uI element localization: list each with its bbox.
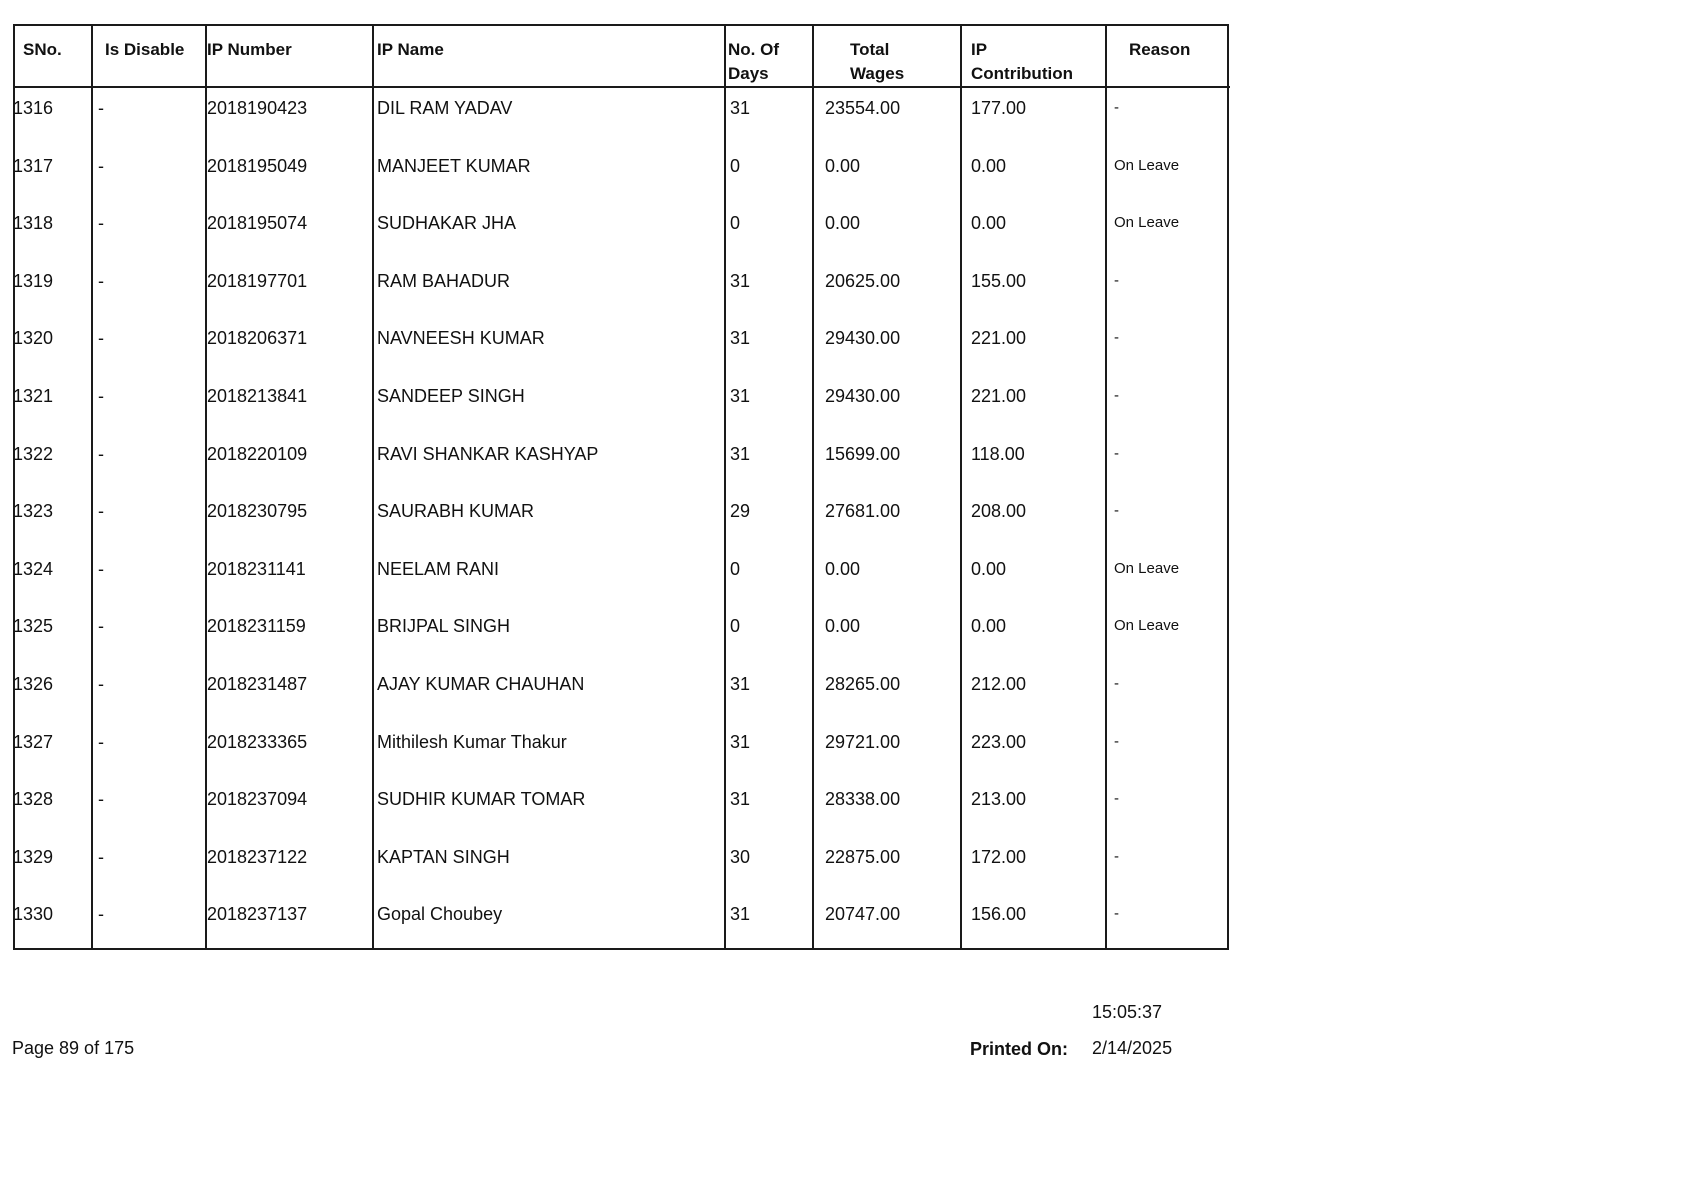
cell-ip-name: RAM BAHADUR — [377, 270, 511, 291]
cell-days: 29 — [730, 501, 751, 522]
cell-ip-number: 2018197701 — [207, 270, 308, 291]
column-divider — [91, 26, 93, 948]
cell-days: 31 — [730, 674, 751, 694]
cell-reason: - — [1114, 847, 1119, 865]
cell-days: 0 — [730, 558, 741, 579]
cell-days: 31 — [730, 904, 751, 925]
cell-days: 0 — [730, 213, 741, 234]
cell-sno: 1316 — [13, 98, 54, 118]
cell-reason: - — [1114, 387, 1119, 404]
cell-ip-number: 2018237094 — [207, 789, 308, 810]
cell-ip-contribution: 177.00 — [971, 98, 1027, 118]
cell-ip-name: RAVI SHANKAR KASHYAP — [377, 443, 599, 464]
cell-is-disable: - — [98, 558, 104, 579]
cell-ip-contribution: 212.00 — [971, 674, 1027, 694]
contribution-table — [13, 24, 1229, 950]
cell-ip-number: 2018237137 — [207, 904, 308, 925]
cell-sno: 1330 — [13, 904, 54, 925]
column-divider — [960, 26, 962, 948]
cell-reason: - — [1114, 99, 1119, 116]
cell-total-wages: 29430.00 — [825, 328, 901, 349]
cell-ip-number: 2018220109 — [207, 443, 308, 464]
cell-is-disable: - — [98, 328, 104, 349]
cell-is-disable: - — [98, 674, 104, 694]
cell-ip-name: Gopal Choubey — [377, 904, 503, 925]
cell-ip-name: BRIJPAL SINGH — [377, 616, 511, 637]
cell-ip-number: 2018231487 — [207, 674, 308, 694]
cell-days: 31 — [730, 270, 751, 291]
cell-sno: 1320 — [13, 328, 54, 349]
cell-days: 0 — [730, 155, 741, 176]
cell-ip-number: 2018237122 — [207, 846, 308, 867]
cell-ip-name: AJAY KUMAR CHAUHAN — [377, 674, 585, 694]
cell-ip-contribution: 0.00 — [971, 155, 1007, 176]
cell-sno: 1327 — [13, 731, 54, 752]
cell-is-disable: - — [98, 904, 104, 925]
cell-ip-number: 2018190423 — [207, 98, 308, 118]
cell-is-disable: - — [98, 443, 104, 464]
cell-ip-name: NAVNEESH KUMAR — [377, 328, 545, 349]
cell-sno: 1329 — [13, 846, 54, 867]
cell-ip-number: 2018233365 — [207, 731, 308, 752]
cell-ip-number: 2018206371 — [207, 328, 308, 349]
cell-total-wages: 29430.00 — [825, 386, 901, 406]
cell-ip-contribution: 208.00 — [971, 501, 1027, 522]
cell-is-disable: - — [98, 616, 104, 637]
cell-ip-name: SANDEEP SINGH — [377, 386, 525, 406]
header-contrib-line2: Contribution — [971, 64, 1073, 83]
cell-total-wages: 22875.00 — [825, 846, 901, 867]
cell-days: 31 — [730, 443, 751, 464]
cell-ip-name: SAURABH KUMAR — [377, 501, 535, 522]
column-divider — [812, 26, 814, 948]
cell-sno: 1317 — [13, 155, 54, 176]
cell-days: 31 — [730, 328, 751, 349]
cell-ip-contribution: 156.00 — [971, 904, 1027, 925]
cell-reason: - — [1114, 271, 1119, 289]
cell-ip-name: SUDHAKAR JHA — [377, 213, 517, 234]
cell-reason: - — [1114, 502, 1119, 520]
header-total-wages — [850, 38, 904, 86]
cell-sno: 1319 — [13, 270, 54, 291]
printed-on-label: Printed On: — [970, 1039, 1068, 1059]
header-divider — [15, 86, 1230, 88]
header-days — [728, 38, 779, 86]
header-ip-number: IP Number — [207, 40, 292, 59]
cell-reason: On Leave — [1114, 156, 1180, 174]
cell-ip-contribution: 0.00 — [971, 616, 1007, 637]
header-sno: SNo. — [23, 40, 62, 59]
cell-days: 0 — [730, 616, 741, 637]
header-is-disable: Is Disable — [105, 40, 185, 59]
cell-ip-number: 2018213841 — [207, 386, 308, 406]
cell-total-wages: 20747.00 — [825, 904, 901, 925]
cell-ip-contribution: 0.00 — [971, 558, 1007, 579]
cell-reason: - — [1114, 329, 1119, 347]
cell-ip-name: DIL RAM YADAV — [377, 98, 513, 118]
column-divider — [372, 26, 374, 948]
cell-sno: 1328 — [13, 789, 54, 810]
page-number: Page 89 of 175 — [12, 1038, 135, 1058]
cell-ip-name: NEELAM RANI — [377, 558, 500, 579]
cell-is-disable: - — [98, 846, 104, 867]
cell-total-wages: 0.00 — [825, 558, 861, 579]
cell-ip-number: 2018195074 — [207, 213, 308, 234]
cell-ip-contribution: 155.00 — [971, 270, 1027, 291]
cell-is-disable: - — [98, 731, 104, 752]
cell-total-wages: 0.00 — [825, 616, 861, 637]
cell-reason: On Leave — [1114, 617, 1180, 635]
cell-sno: 1324 — [13, 558, 54, 579]
printed-time: 15:05:37 — [1092, 1002, 1163, 1022]
cell-ip-contribution: 118.00 — [971, 443, 1025, 464]
cell-ip-name: KAPTAN SINGH — [377, 846, 510, 867]
cell-total-wages: 15699.00 — [825, 443, 901, 464]
cell-ip-contribution: 0.00 — [971, 213, 1007, 234]
cell-ip-number: 2018231141 — [207, 558, 306, 579]
header-days-line1: No. Of — [728, 40, 779, 59]
cell-is-disable: - — [98, 386, 104, 406]
cell-is-disable: - — [98, 155, 104, 176]
cell-sno: 1322 — [13, 443, 54, 464]
cell-days: 31 — [730, 789, 751, 810]
cell-ip-contribution: 172.00 — [971, 846, 1027, 867]
cell-ip-name: MANJEET KUMAR — [377, 155, 531, 176]
cell-reason: On Leave — [1114, 214, 1180, 232]
cell-ip-contribution: 213.00 — [971, 789, 1027, 810]
cell-sno: 1326 — [13, 674, 54, 694]
column-divider — [1105, 26, 1107, 948]
cell-ip-number: 2018195049 — [207, 155, 308, 176]
cell-ip-contribution: 221.00 — [971, 386, 1027, 406]
cell-is-disable: - — [98, 213, 104, 234]
printed-date: 2/14/2025 — [1092, 1038, 1173, 1058]
cell-ip-name: SUDHIR KUMAR TOMAR — [377, 789, 586, 810]
cell-total-wages: 20625.00 — [825, 270, 901, 291]
header-wages-line1: Total — [850, 40, 890, 59]
cell-ip-number: 2018230795 — [207, 501, 308, 522]
header-ip-name: IP Name — [377, 40, 444, 59]
cell-total-wages: 23554.00 — [825, 98, 901, 118]
header-wages-line2: Wages — [850, 64, 905, 83]
cell-total-wages: 29721.00 — [825, 731, 901, 752]
cell-sno: 1325 — [13, 616, 54, 637]
cell-is-disable: - — [98, 270, 104, 291]
cell-reason: - — [1114, 444, 1119, 462]
cell-total-wages: 28265.00 — [825, 674, 901, 694]
cell-reason: - — [1114, 790, 1119, 808]
cell-ip-contribution: 221.00 — [971, 328, 1027, 349]
cell-sno: 1318 — [13, 213, 54, 234]
cell-days: 31 — [730, 98, 751, 118]
cell-sno: 1323 — [13, 501, 54, 522]
cell-is-disable: - — [98, 98, 104, 118]
cell-sno: 1321 — [13, 386, 54, 406]
cell-ip-number: 2018231159 — [207, 616, 306, 637]
cell-total-wages: 28338.00 — [825, 789, 901, 810]
cell-is-disable: - — [98, 789, 104, 810]
cell-days: 31 — [730, 731, 751, 752]
header-contrib-line1: IP — [971, 40, 988, 59]
cell-ip-contribution: 223.00 — [971, 731, 1027, 752]
cell-total-wages: 0.00 — [825, 213, 861, 234]
cell-reason: - — [1114, 905, 1119, 923]
header-reason: Reason — [1129, 40, 1191, 59]
cell-reason: On Leave — [1114, 559, 1180, 577]
cell-reason: - — [1114, 675, 1119, 692]
cell-days: 30 — [730, 846, 751, 867]
cell-ip-name: Mithilesh Kumar Thakur — [377, 731, 567, 752]
header-days-line2: Days — [728, 64, 769, 83]
cell-reason: - — [1114, 732, 1119, 750]
cell-days: 31 — [730, 386, 751, 406]
cell-total-wages: 0.00 — [825, 155, 861, 176]
cell-total-wages: 27681.00 — [825, 501, 901, 522]
header-ip-contribution — [971, 38, 1073, 86]
column-divider — [724, 26, 726, 948]
cell-is-disable: - — [98, 501, 104, 522]
